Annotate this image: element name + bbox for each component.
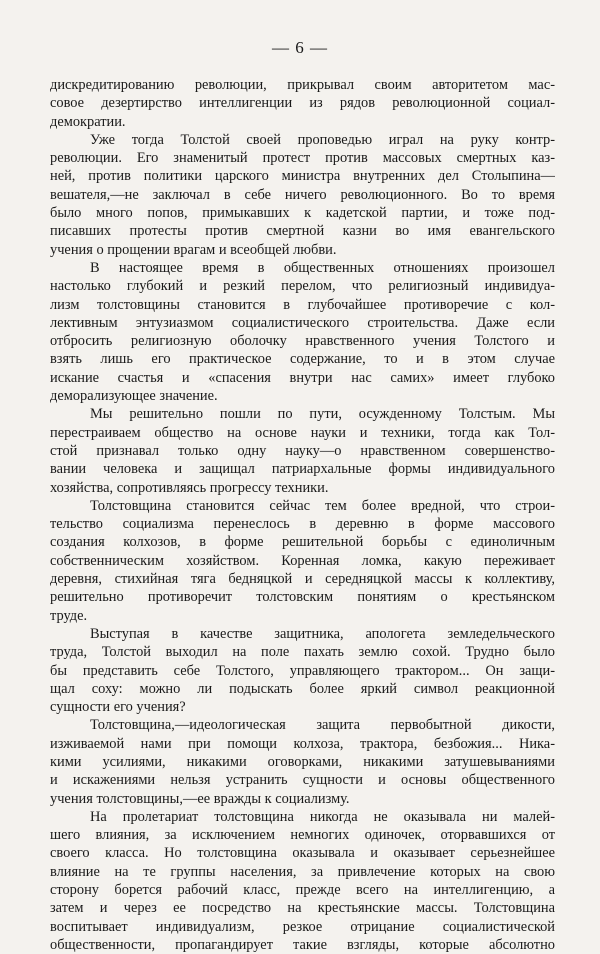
text-line: дискредитированию революции, прикрывал своим авторитетом мас-: [50, 77, 555, 93]
text-line: создания колхозов, в форме решительной борьбы с единоличным: [50, 534, 555, 551]
text-line: учения толстовщины,—ее вражды к социализму.: [50, 790, 350, 807]
text-line: учения о прощении врагам и всеобщей любви.: [50, 241, 337, 258]
text-line: общественности, пропагандирует такие взгляды, которые абсолютно: [50, 936, 555, 953]
text-body: [50, 76, 555, 954]
text-line: тельство социализма перенеслось в деревню в форме массового: [50, 516, 555, 533]
text-line: изживаемой нами при помощи колхоза, трактора, безбожия... Ника-: [50, 735, 555, 752]
text-line: На пролетариат толстовщина никогда не оказывала ни малей-: [90, 808, 555, 825]
text-line: влияние на те группы населения, за привлечение которых на свою: [50, 863, 555, 880]
text-line: труда, Толстой выходил на поле пахать землю сохой. Трудно было: [50, 644, 555, 661]
text-line: настолько глубокий и резкий перелом, что религиозный индивидуа-: [50, 278, 555, 295]
text-line: совое дезертирство интеллигенции из рядов революционной социал-: [50, 95, 555, 112]
text-line: Мы решительно пошли по пути, осужденному Толстым. Мы: [90, 406, 555, 423]
text-line: отбросить религиозную оболочку нравственного учения Толстого и: [50, 333, 555, 350]
text-line: демократии.: [50, 113, 126, 130]
text-line: Толстовщина становится сейчас тем более вредной, что строи-: [90, 497, 555, 514]
text-line: сторону борется рабочий класс, прежде всего на интеллигенцию, а: [50, 882, 555, 899]
text-line: решительно противоречит толстовским понятиям о крестьянском: [50, 589, 555, 606]
text-line: Толстовщина,—идеологическая защита первобытной дикости,: [90, 717, 555, 734]
text-line: вании человека и защищал патриархальные формы индивидуального: [50, 461, 555, 478]
text-line: деморализующее значение.: [50, 388, 218, 405]
text-line: писавших протесты против смертной казни во имя евангельского: [50, 223, 555, 240]
text-line: стой признавал только одну науку—о нравственном совершенство-: [50, 442, 555, 459]
text-line: революции. Его знаменитый протест против массовых смертных каз-: [50, 150, 555, 167]
text-line: Выступая в качестве защитника, апологета земледельческого: [90, 625, 555, 642]
text-line: собственническим хозяйством. Коренная ломка, какую переживает: [50, 552, 555, 569]
text-line: бы представить себе Толстого, управляющего трактором... Он защи-: [50, 662, 555, 679]
text-line: ней, против политики царского министра внутренних дел Столыпина—: [50, 168, 555, 185]
text-line: щал соху: можно ли подыскать более яркий символ реакционной: [50, 680, 555, 697]
text-line: перестраиваем общество на основе науки и техники, тогда как Тол-: [50, 424, 555, 441]
text-line: воспитывает индивидуализм, резкое отрицание социалистической: [50, 918, 555, 935]
text-line: Уже тогда Толстой своей проповедью играл на руку контр-: [90, 131, 555, 148]
text-line: хозяйства, сопротивляясь прогрессу техники.: [50, 479, 329, 496]
text-line: затем и через ее посредство на крестьянские массы. Толстовщина: [50, 900, 555, 917]
text-line: сущности его учения?: [50, 699, 186, 716]
text-line: и искажениями нельзя устранить сущности и основы общественного: [50, 772, 555, 789]
text-line: В настоящее время в общественных отношениях произошел: [90, 259, 555, 276]
text-line: лективным энтузиазмом социалистического строительства. Даже если: [50, 314, 555, 331]
text-line: деревня, стихийная тяга бедняцкой и середняцкой массы к коллективу,: [50, 571, 555, 588]
text-line: труде.: [50, 607, 88, 624]
text-line: искание счастья и «спасения внутри нас самих» имеет глубоко: [50, 369, 555, 386]
text-line: взять лишь его практическое содержание, то и в этом случае: [50, 351, 555, 368]
page-number: — 6 —: [272, 38, 328, 57]
text-line: лизм толстовщины становится в глубочайшее противоречие с кол-: [50, 296, 555, 313]
text-line: своего класса. Но толстовщина оказывала и оказывает серьезнейшее: [50, 845, 555, 862]
text-line: шего влияния, за исключением немногих одиночек, оторвавшихся от: [50, 827, 555, 844]
text-line: вешателя,—не заключал в себе ничего революционного. Во то время: [50, 186, 555, 203]
text-line: было много попов, примыкавших к кадетской партии, и тоже под-: [50, 205, 555, 222]
text-line: кими усилиями, никакими оговорками, никакими затушевываниями: [50, 753, 555, 770]
